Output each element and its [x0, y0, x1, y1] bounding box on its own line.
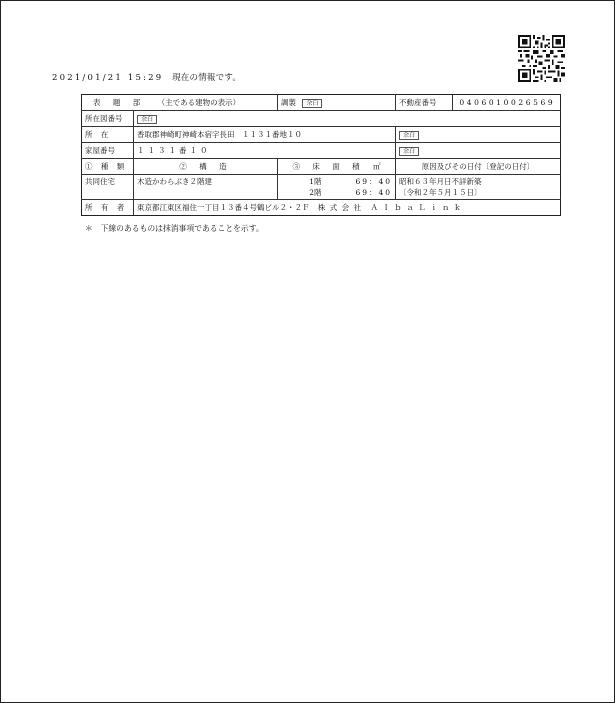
cause-header: 原因及びその日付〔登記の日付〕 [396, 159, 561, 175]
status-text: 現在の情報です。 [172, 73, 242, 83]
section-title: 表 題 部 [93, 98, 146, 107]
map-row [82, 111, 561, 127]
realestate-number: 0406010026569 [459, 98, 556, 107]
owner-label: 所 有 者 [82, 200, 134, 216]
title-cell [82, 95, 278, 111]
owner-name: 株 式 会 社 Ａ ｌ ｂ ａ Ｌ ｉ ｎ ｋ [317, 203, 463, 212]
location-badge-cell [396, 127, 561, 143]
location-label: 所 在 [82, 127, 134, 143]
blank-badge: 余白 [399, 131, 419, 140]
cause-line: 昭和６３年月日不詳新築 [399, 177, 482, 186]
floor-line [281, 176, 392, 187]
blank-badge: 余白 [302, 99, 322, 108]
footnote: ＊ 下線のあるものは抹消事項であることを示す。 [85, 224, 264, 233]
owner-cell [134, 200, 561, 216]
location-value: 香取郡神崎町神崎本宿字長田 １１３１番地１０ [134, 127, 396, 143]
column-header-row [82, 159, 561, 175]
building-structure: 木造かわらぶき２階建 [134, 175, 278, 200]
blank-badge: 余白 [399, 147, 419, 156]
realestate-cell [396, 95, 561, 111]
survey-cell [278, 95, 396, 111]
floor-label: 2階 [309, 188, 322, 197]
house-number-label: 家屋番号 [82, 143, 134, 159]
print-timestamp: 2021/01/21 15:29 [52, 73, 164, 83]
floor-area-value: 69：40 [355, 188, 393, 197]
location-row [82, 127, 561, 143]
house-number-value: １１３１番１０ [134, 143, 396, 159]
blank-badge: 余白 [137, 115, 157, 124]
section-subtitle: （主である建物の表示） [157, 98, 241, 107]
print-timestamp-line [52, 71, 241, 83]
floor-area-value: 69：40 [355, 177, 393, 186]
floor-area-cell [278, 175, 396, 200]
map-label: 所在図番号 [82, 111, 134, 127]
owner-row [82, 200, 561, 216]
registration-date: 〔令和２年５月１５日〕 [399, 188, 482, 197]
kind-header: ① 種 類 [82, 159, 134, 175]
cause-cell [396, 175, 561, 200]
registration-table [81, 94, 561, 216]
map-value-cell [134, 111, 561, 127]
qr-code-icon [518, 35, 565, 82]
building-kind: 共同住宅 [82, 175, 134, 200]
house-number-row [82, 143, 561, 159]
title-row [82, 95, 561, 111]
floor-area-header-cell [278, 159, 396, 175]
survey-label: 調製 [281, 98, 297, 107]
owner-address: 東京都江東区福住一丁目１３番４号鶴ビル２・２Ｆ [137, 203, 310, 212]
structure-header: ② 構 造 [134, 159, 278, 175]
floor-line [281, 187, 392, 198]
floor-area-header: ③ 床 面 積 [292, 162, 365, 171]
area-unit: ㎡ [373, 162, 381, 171]
house-badge-cell [396, 143, 561, 159]
floor-label: 1階 [309, 177, 322, 186]
building-row [82, 175, 561, 200]
realestate-label: 不動産番号 [396, 95, 453, 110]
